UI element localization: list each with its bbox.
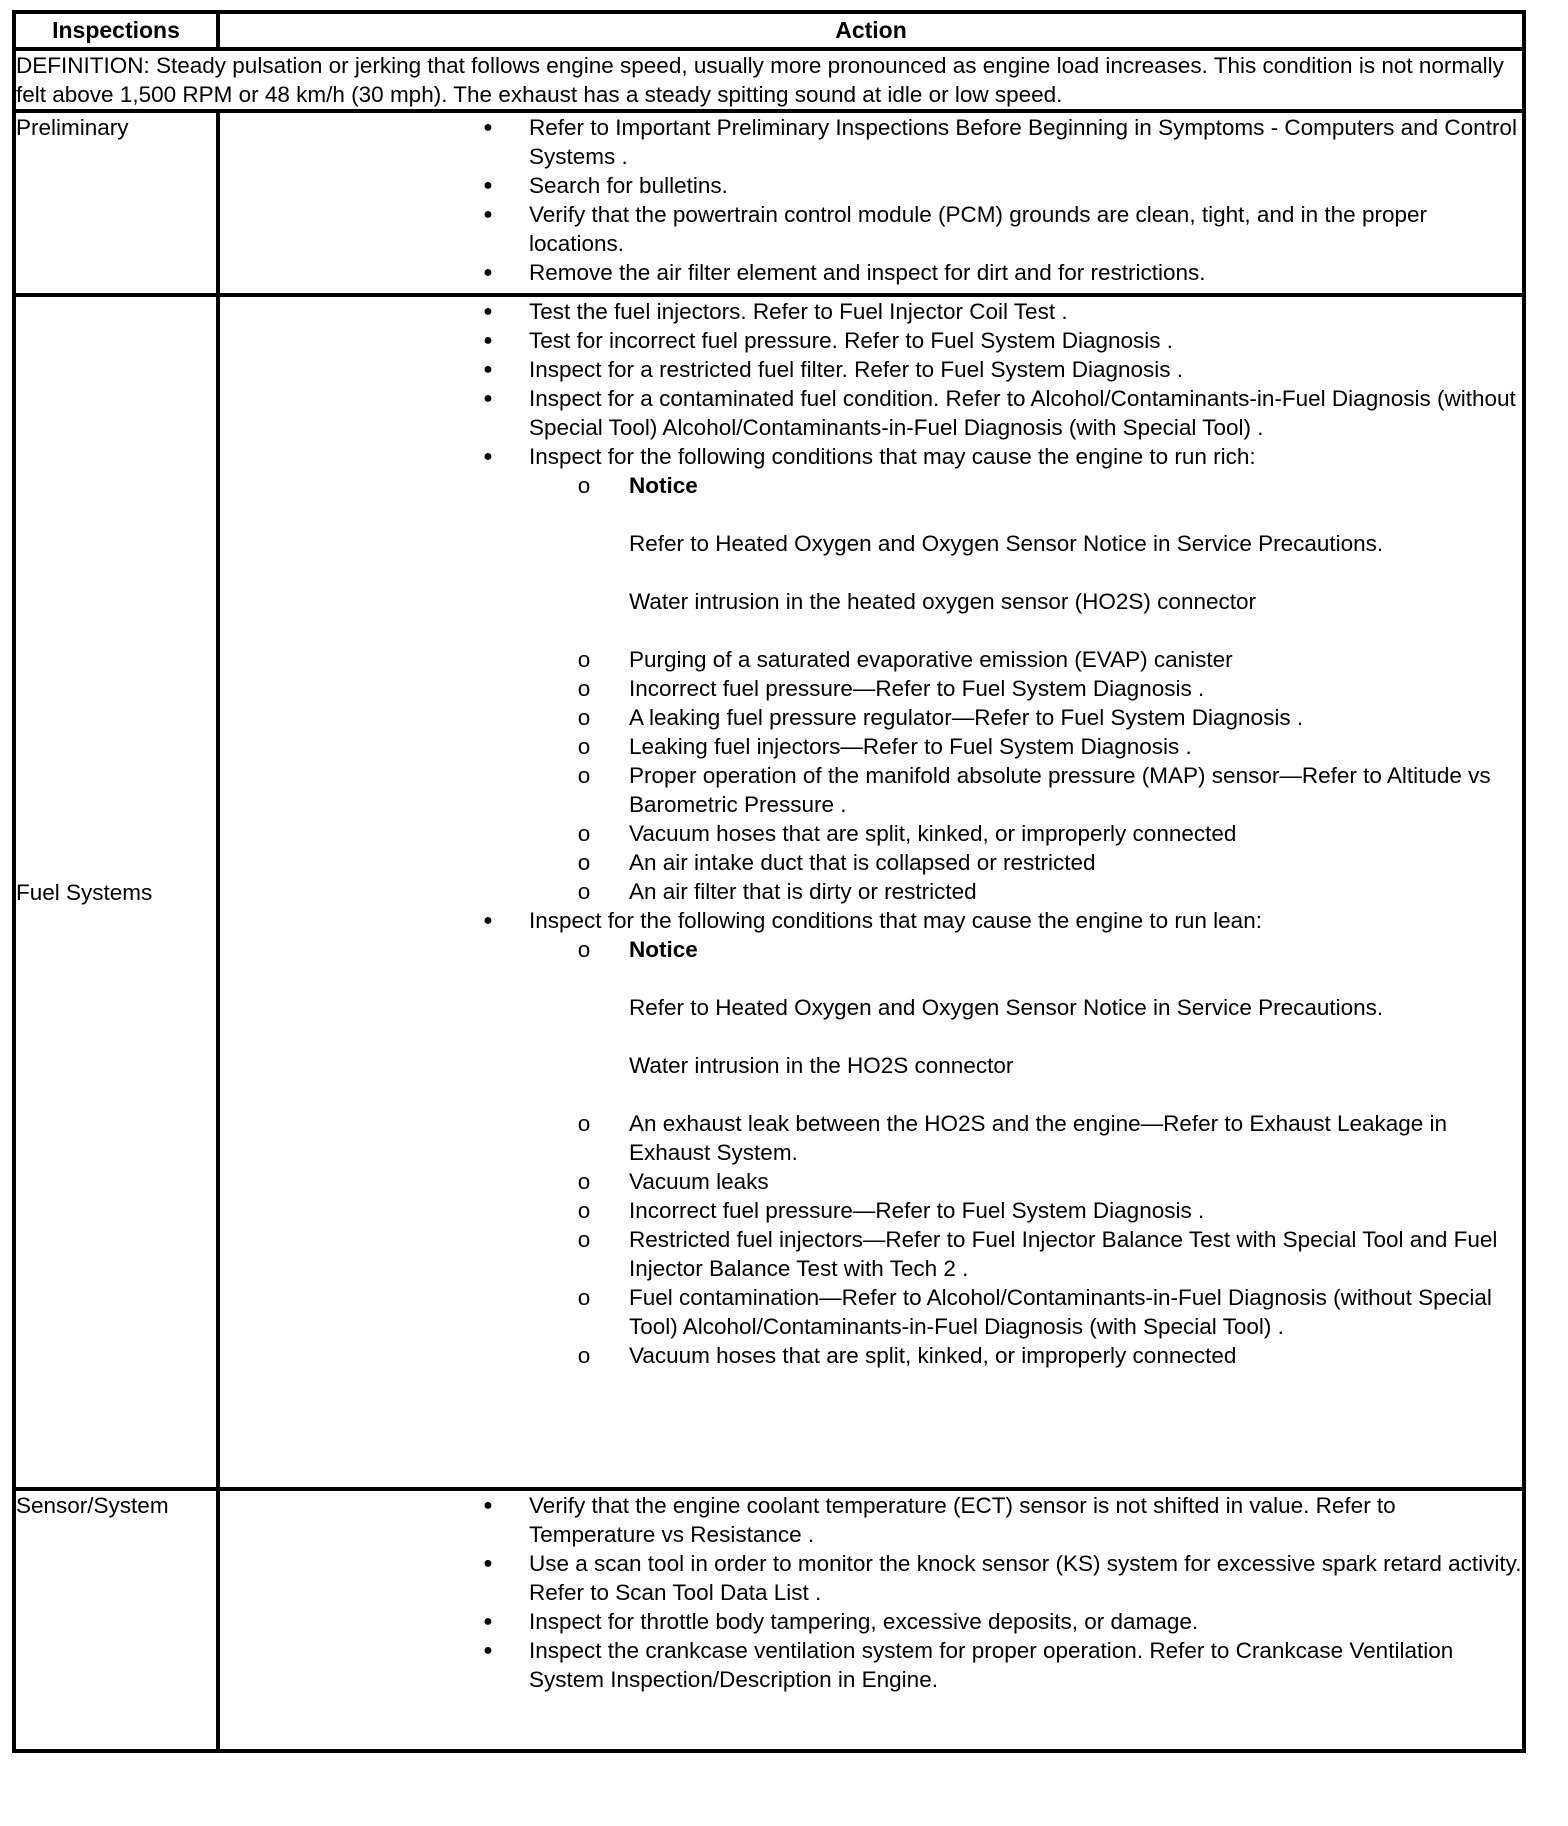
action-list: [220, 1491, 1522, 1694]
item-text: Use a scan tool in order to monitor the knock sensor (KS) system for excessive spark retard activity. Refer to Scan Tool Data List .: [529, 1551, 1522, 1605]
diagnostic-table: [12, 10, 1526, 1753]
bullet-icon: ●: [483, 264, 493, 281]
table-row: [14, 1489, 1524, 1751]
item-text: Incorrect fuel pressure—Refer to Fuel System Diagnosis .: [629, 676, 1205, 701]
bullet-icon: ●: [483, 361, 493, 378]
bullet-icon: ●: [483, 1555, 493, 1572]
item-text: Fuel contamination—Refer to Alcohol/Contaminants-in-Fuel Diagnosis (without Special Tool) Alcohol/Contaminants-in-Fuel Diagnosis (with Special Tool) .: [629, 1285, 1492, 1339]
list-item: [220, 1196, 1522, 1225]
bullet-icon: ●: [483, 303, 493, 320]
sub-bullet-icon: o: [577, 1343, 591, 1368]
item-text: Inspect the crankcase ventilation system for proper operation. Refer to Crankcase Ventilation System Inspection/Description in Engine.: [529, 1638, 1454, 1692]
sub-bullet-icon: o: [577, 676, 591, 701]
item-text: Purging of a saturated evaporative emission (EVAP) canister: [629, 647, 1233, 672]
list-item: [220, 258, 1522, 287]
list-item: [220, 113, 1522, 171]
diagnostic-table-sheet: [12, 10, 1522, 1753]
list-item: [220, 645, 1522, 674]
notice-title: Notice: [629, 937, 698, 962]
bullet-icon: ●: [483, 448, 493, 465]
table-row: [14, 295, 1524, 1489]
list-item: [220, 1636, 1522, 1694]
rich-conditions-list: [220, 471, 1522, 906]
item-text: Vacuum hoses that are split, kinked, or improperly connected: [629, 1343, 1237, 1368]
item-text: A leaking fuel pressure regulator—Refer to Fuel System Diagnosis .: [629, 705, 1304, 730]
list-item: [220, 384, 1522, 442]
item-text: Remove the air filter element and inspect for dirt and for restrictions.: [529, 260, 1206, 285]
notice-title: Notice: [629, 473, 698, 498]
sub-bullet-icon: o: [577, 937, 591, 962]
sub-bullet-icon: o: [577, 821, 591, 846]
list-item: [220, 171, 1522, 200]
sub-bullet-icon: o: [577, 850, 591, 875]
header-action: Action: [218, 12, 1524, 49]
notice-item: [220, 935, 1522, 1080]
sub-bullet-icon: o: [577, 1169, 591, 1194]
lean-conditions-list: [220, 935, 1522, 1370]
list-item: [220, 761, 1522, 819]
list-item: [220, 1225, 1522, 1283]
action-list: [220, 113, 1522, 287]
list-item: [220, 1167, 1522, 1196]
item-text: An exhaust leak between the HO2S and the engine—Refer to Exhaust Leakage in Exhaust System.: [629, 1111, 1448, 1165]
list-item: [220, 1607, 1522, 1636]
list-item: [220, 1549, 1522, 1607]
bullet-icon: ●: [483, 332, 493, 349]
row-actions-fuel-systems: [218, 295, 1524, 1489]
definition-text: DEFINITION: Steady pulsation or jerking that follows engine speed, usually more pronounced as engine load increases. This condition is not normally felt above 1,500 RPM or 48 km/h (30 mph). The exhaust has a steady spitting sound at idle or low speed.: [14, 49, 1524, 111]
item-text: Inspect for a contaminated fuel condition. Refer to Alcohol/Contaminants-in-Fuel Diagnosis (without Special Tool) Alcohol/Contaminants-in-Fuel Diagnosis (with Special Tool) .: [529, 386, 1516, 440]
item-text: Test the fuel injectors. Refer to Fuel Injector Coil Test .: [529, 299, 1068, 324]
list-item: [220, 906, 1522, 1370]
action-list: [220, 297, 1522, 1370]
notice-item: [220, 471, 1522, 616]
bullet-icon: ●: [483, 390, 493, 407]
notice-body: Refer to Heated Oxygen and Oxygen Sensor Notice in Service Precautions.: [629, 995, 1384, 1020]
item-text: Restricted fuel injectors—Refer to Fuel Injector Balance Test with Special Tool and Fuel Injector Balance Test with Tech 2 .: [629, 1227, 1498, 1281]
row-label-sensor-system: Sensor/System: [14, 1489, 218, 1751]
bullet-icon: ●: [483, 912, 493, 929]
item-text: Verify that the powertrain control module (PCM) grounds are clean, tight, and in the proper locations.: [529, 202, 1427, 256]
sub-bullet-icon: o: [577, 647, 591, 672]
list-item: [220, 819, 1522, 848]
item-text: Leaking fuel injectors—Refer to Fuel System Diagnosis .: [629, 734, 1192, 759]
item-text: An air intake duct that is collapsed or restricted: [629, 850, 1096, 875]
sub-bullet-icon: o: [577, 473, 591, 498]
sub-bullet-icon: o: [577, 705, 591, 730]
list-item: [220, 1341, 1522, 1370]
item-text: Inspect for the following conditions that may cause the engine to run rich:: [529, 444, 1256, 469]
list-item: [220, 877, 1522, 906]
notice-item-text: Water intrusion in the heated oxygen sensor (HO2S) connector: [629, 589, 1256, 614]
table-row: [14, 111, 1524, 295]
list-item: [220, 1491, 1522, 1549]
item-text: Search for bulletins.: [529, 173, 728, 198]
item-text: Incorrect fuel pressure—Refer to Fuel System Diagnosis .: [629, 1198, 1205, 1223]
item-text: An air filter that is dirty or restricted: [629, 879, 977, 904]
sub-bullet-icon: o: [577, 763, 591, 788]
item-text: Vacuum leaks: [629, 1169, 769, 1194]
item-text: Proper operation of the manifold absolute pressure (MAP) sensor—Refer to Altitude vs Barometric Pressure .: [629, 763, 1491, 817]
list-item: [220, 674, 1522, 703]
list-item: [220, 1109, 1522, 1167]
item-text: Inspect for the following conditions that may cause the engine to run lean:: [529, 908, 1262, 933]
item-text: Test for incorrect fuel pressure. Refer to Fuel System Diagnosis .: [529, 328, 1173, 353]
item-text: Refer to Important Preliminary Inspections Before Beginning in Symptoms - Computers and Control Systems .: [529, 115, 1517, 169]
list-item: [220, 848, 1522, 877]
row-label-preliminary: Preliminary: [14, 111, 218, 295]
row-label-fuel-systems: Fuel Systems: [14, 295, 218, 1489]
list-item: [220, 355, 1522, 384]
row-actions-sensor-system: [218, 1489, 1524, 1751]
list-item: [220, 442, 1522, 906]
item-text: Verify that the engine coolant temperature (ECT) sensor is not shifted in value. Refer to Temperature vs Resistance .: [529, 1493, 1396, 1547]
header-inspections: Inspections: [14, 12, 218, 49]
bullet-icon: ●: [483, 1642, 493, 1659]
row-actions-preliminary: [218, 111, 1524, 295]
sub-bullet-icon: o: [577, 1285, 591, 1310]
sub-bullet-icon: o: [577, 734, 591, 759]
bullet-icon: ●: [483, 1497, 493, 1514]
definition-row: [14, 49, 1524, 111]
item-text: Inspect for a restricted fuel filter. Refer to Fuel System Diagnosis .: [529, 357, 1184, 382]
notice-item-text: Water intrusion in the HO2S connector: [629, 1053, 1014, 1078]
list-item: [220, 1283, 1522, 1341]
bullet-icon: ●: [483, 1613, 493, 1630]
list-item: [220, 326, 1522, 355]
sub-bullet-icon: o: [577, 1111, 591, 1136]
list-item: [220, 703, 1522, 732]
bullet-icon: ●: [483, 206, 493, 223]
bullet-icon: ●: [483, 177, 493, 194]
notice-body: Refer to Heated Oxygen and Oxygen Sensor Notice in Service Precautions.: [629, 531, 1384, 556]
bullet-icon: ●: [483, 119, 493, 136]
item-text: Vacuum hoses that are split, kinked, or improperly connected: [629, 821, 1237, 846]
list-item: [220, 200, 1522, 258]
sub-bullet-icon: o: [577, 1227, 591, 1252]
item-text: Inspect for throttle body tampering, excessive deposits, or damage.: [529, 1609, 1199, 1634]
list-item: [220, 297, 1522, 326]
sub-bullet-icon: o: [577, 1198, 591, 1223]
table-header-row: [14, 12, 1524, 49]
list-item: [220, 732, 1522, 761]
sub-bullet-icon: o: [577, 879, 591, 904]
